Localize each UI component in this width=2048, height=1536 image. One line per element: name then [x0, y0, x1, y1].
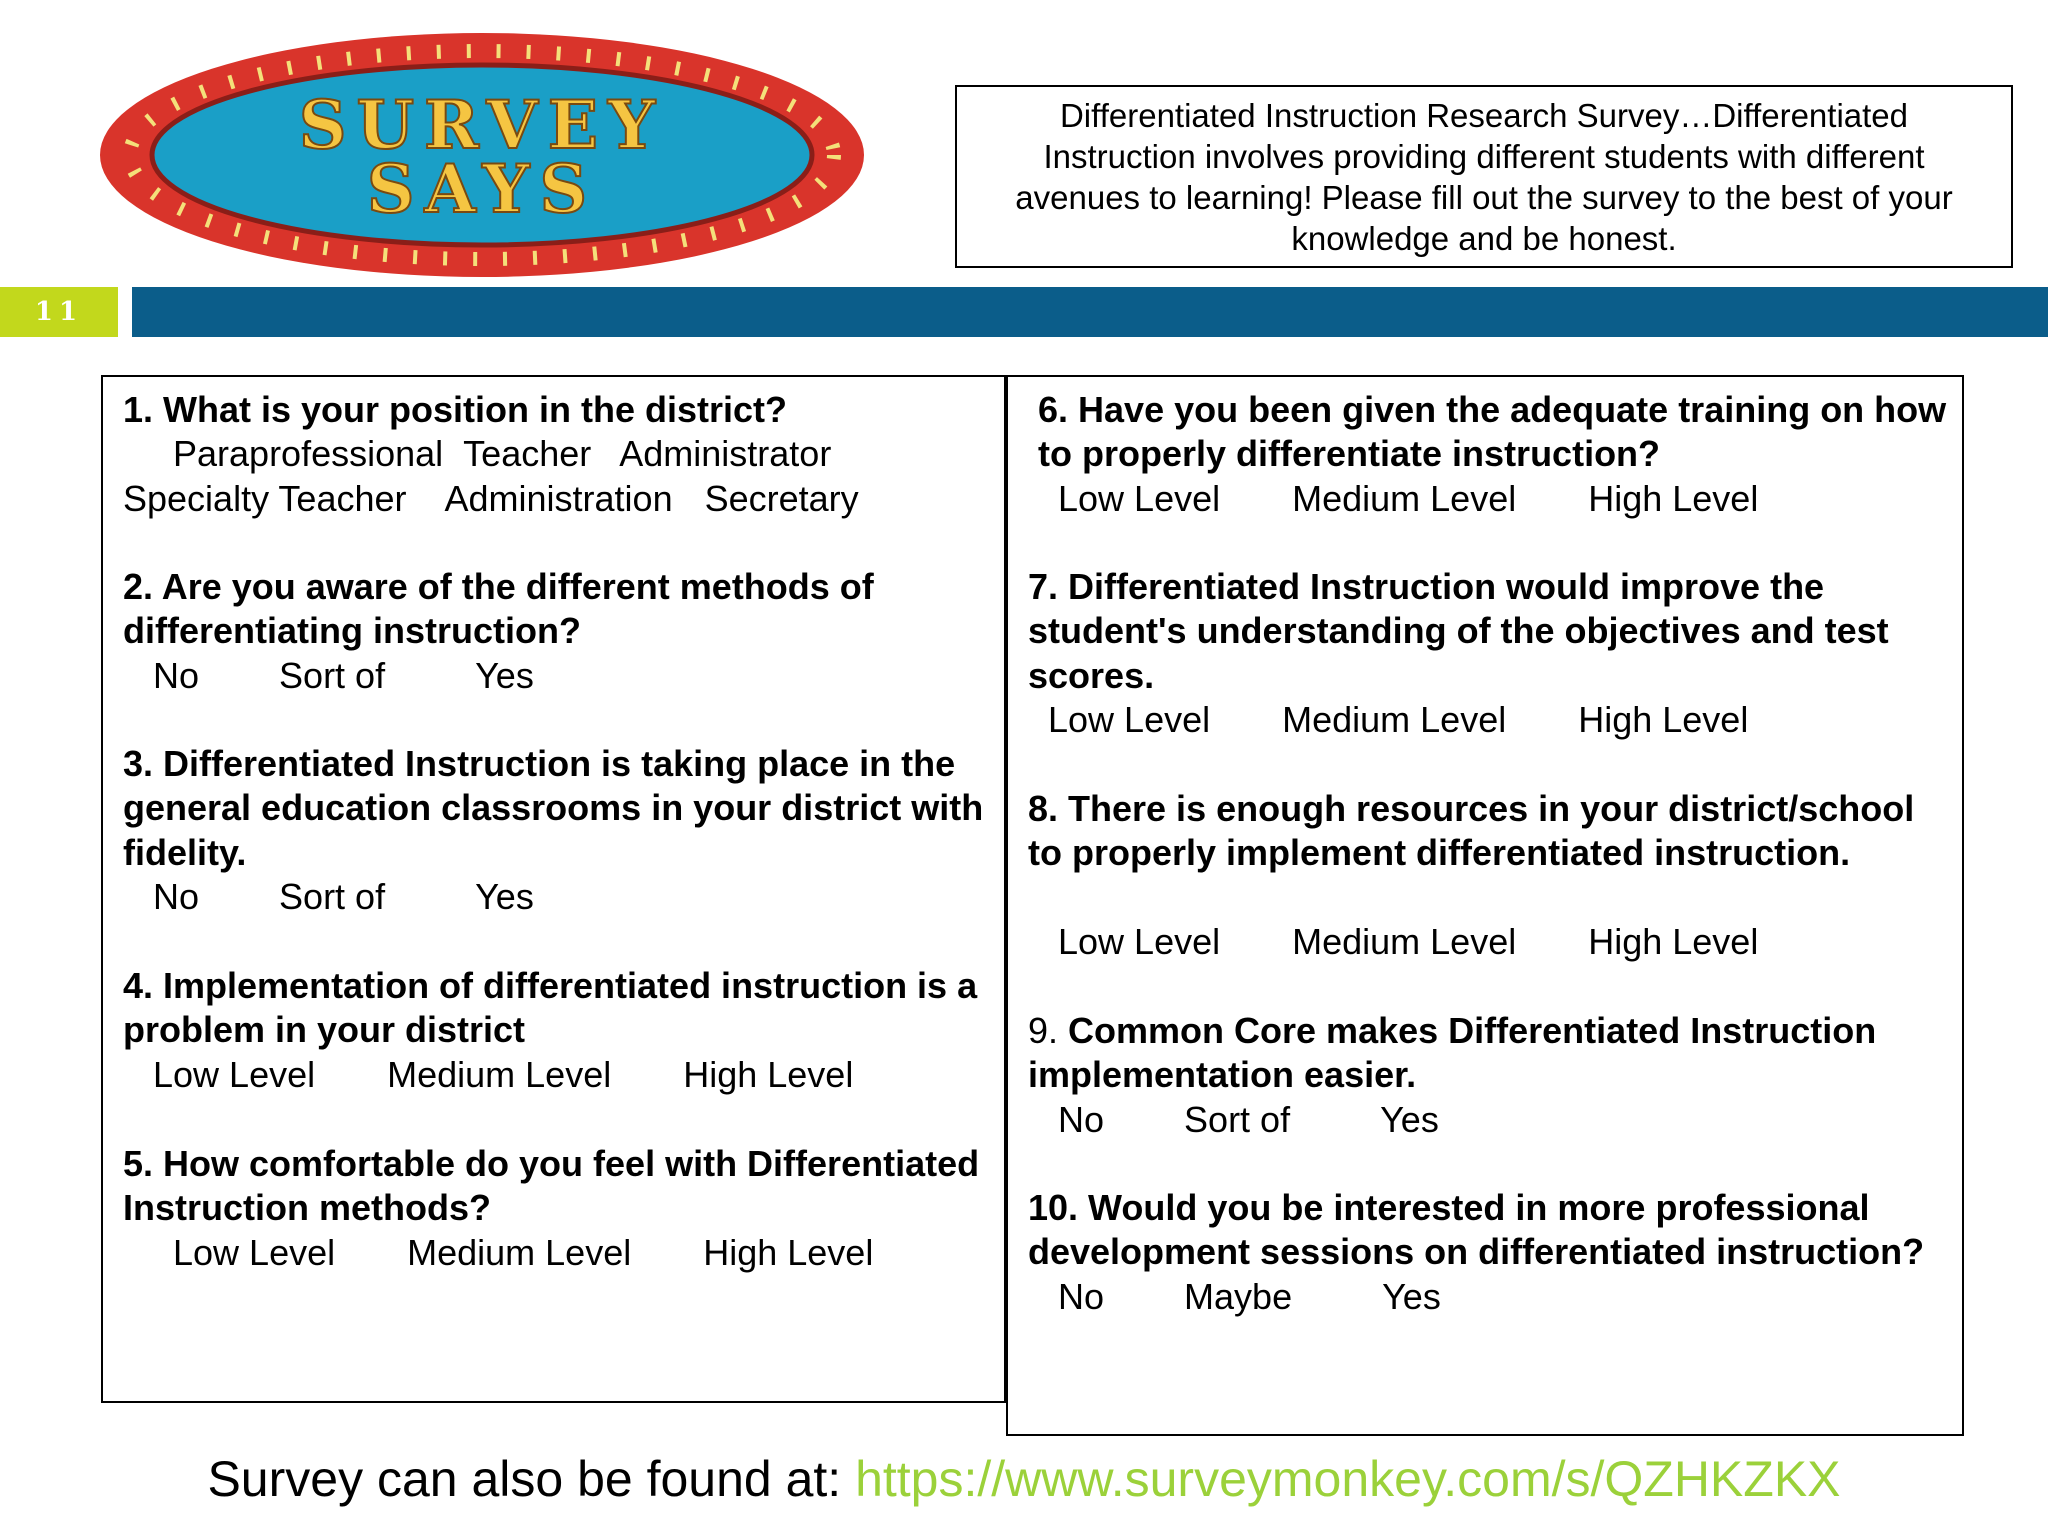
- footer-prefix: Survey can also be found at:: [207, 1451, 856, 1507]
- option[interactable]: Administrator: [619, 433, 832, 475]
- slide-number-badge: [0, 287, 118, 337]
- option[interactable]: Yes: [475, 654, 534, 696]
- option[interactable]: Maybe: [1184, 1275, 1293, 1317]
- option[interactable]: Medium Level: [407, 1231, 632, 1273]
- option[interactable]: Low Level: [1048, 698, 1211, 740]
- question-9: [1028, 1009, 1950, 1142]
- question-6: [1028, 388, 1950, 521]
- option[interactable]: Specialty Teacher: [123, 477, 407, 519]
- logo-line2: SAYS: [366, 150, 598, 228]
- question-8-text: 8. There is enough resources in your district/school to properly implement differentiated instruction.: [1028, 788, 1915, 874]
- survey-says-logo: [95, 30, 870, 280]
- option[interactable]: High Level: [683, 1053, 854, 1095]
- option[interactable]: Sort of: [279, 654, 386, 696]
- question-6-text: 6. Have you been given the adequate training on how to properly differentiate instruction?: [1038, 389, 1947, 475]
- survey-link[interactable]: https://www.surveymonkey.com/s/QZHKZKX: [855, 1451, 1841, 1507]
- header-bar: [132, 287, 2048, 337]
- question-7-text: 7. Differentiated Instruction would improve the student's understanding of the objectives and test scores.: [1028, 566, 1889, 696]
- question-8-options: [1028, 920, 1950, 964]
- option[interactable]: Yes: [1380, 1098, 1439, 1140]
- footer: [0, 1444, 2048, 1514]
- question-8: [1028, 787, 1950, 964]
- logo-line1: SURVEY: [298, 86, 666, 164]
- question-10-text: 10. Would you be interested in more professional development sessions on differentiated instruction?: [1028, 1187, 1925, 1273]
- option[interactable]: High Level: [1578, 698, 1749, 740]
- question-7-options: [1028, 698, 1950, 742]
- logo-graphic: [95, 30, 870, 280]
- question-4-options: [123, 1053, 993, 1097]
- option[interactable]: Teacher: [463, 433, 592, 475]
- option[interactable]: No: [153, 875, 200, 917]
- question-3-text: 3. Differentiated Instruction is taking place in the general education classrooms in your district with fidelity.: [123, 743, 984, 873]
- intro-box: [955, 85, 2013, 268]
- question-9-options: [1028, 1098, 1950, 1142]
- option[interactable]: Yes: [475, 875, 534, 917]
- question-1-options-row2: [123, 477, 993, 521]
- question-4: [123, 964, 993, 1097]
- question-1: [123, 388, 993, 521]
- option[interactable]: High Level: [1588, 477, 1759, 519]
- option[interactable]: Sort of: [1184, 1098, 1291, 1140]
- question-10: [1028, 1186, 1950, 1319]
- question-1-options-row1: [123, 432, 993, 476]
- question-7: [1028, 565, 1950, 742]
- question-5-options: [123, 1231, 993, 1275]
- option[interactable]: Medium Level: [387, 1053, 612, 1095]
- option[interactable]: High Level: [703, 1231, 874, 1273]
- question-2-text: 2. Are you aware of the different methods of differentiating instruction?: [123, 566, 874, 652]
- question-5: [123, 1142, 993, 1275]
- option[interactable]: No: [1058, 1098, 1105, 1140]
- option[interactable]: Medium Level: [1282, 698, 1507, 740]
- option[interactable]: Low Level: [173, 1231, 336, 1273]
- option[interactable]: Sort of: [279, 875, 386, 917]
- question-1-text: 1. What is your position in the district?: [123, 389, 788, 430]
- question-9-number: 9.: [1028, 1010, 1059, 1051]
- question-2: [123, 565, 993, 698]
- intro-text: Differentiated Instruction Research Survey…Differentiated Instruction involves providing different students with different avenues to learning! Please fill out the survey to the best of your knowledge and be honest.: [1015, 96, 1953, 257]
- option[interactable]: Medium Level: [1292, 477, 1517, 519]
- option[interactable]: Secretary: [704, 477, 859, 519]
- question-3: [123, 742, 993, 919]
- question-5-text: 5. How comfortable do you feel with Differentiated Instruction methods?: [123, 1143, 980, 1229]
- slide-number: 11: [34, 297, 84, 327]
- option[interactable]: No: [1058, 1275, 1105, 1317]
- question-9-body: Common Core makes Differentiated Instruction implementation easier.: [1028, 1010, 1877, 1096]
- option[interactable]: Administration: [444, 477, 673, 519]
- option[interactable]: Medium Level: [1292, 920, 1517, 962]
- option[interactable]: High Level: [1588, 920, 1759, 962]
- question-2-options: [123, 654, 993, 698]
- question-3-options: [123, 875, 993, 919]
- option[interactable]: Yes: [1382, 1275, 1441, 1317]
- option[interactable]: No: [153, 654, 200, 696]
- question-6-options: [1028, 477, 1950, 521]
- option[interactable]: Low Level: [1058, 920, 1221, 962]
- option[interactable]: Low Level: [1058, 477, 1221, 519]
- option[interactable]: Low Level: [153, 1053, 316, 1095]
- option[interactable]: Paraprofessional: [173, 433, 444, 475]
- question-10-options: [1028, 1275, 1950, 1319]
- question-4-text: 4. Implementation of differentiated instruction is a problem in your district: [123, 965, 978, 1051]
- question-9-text: [1028, 1009, 1950, 1098]
